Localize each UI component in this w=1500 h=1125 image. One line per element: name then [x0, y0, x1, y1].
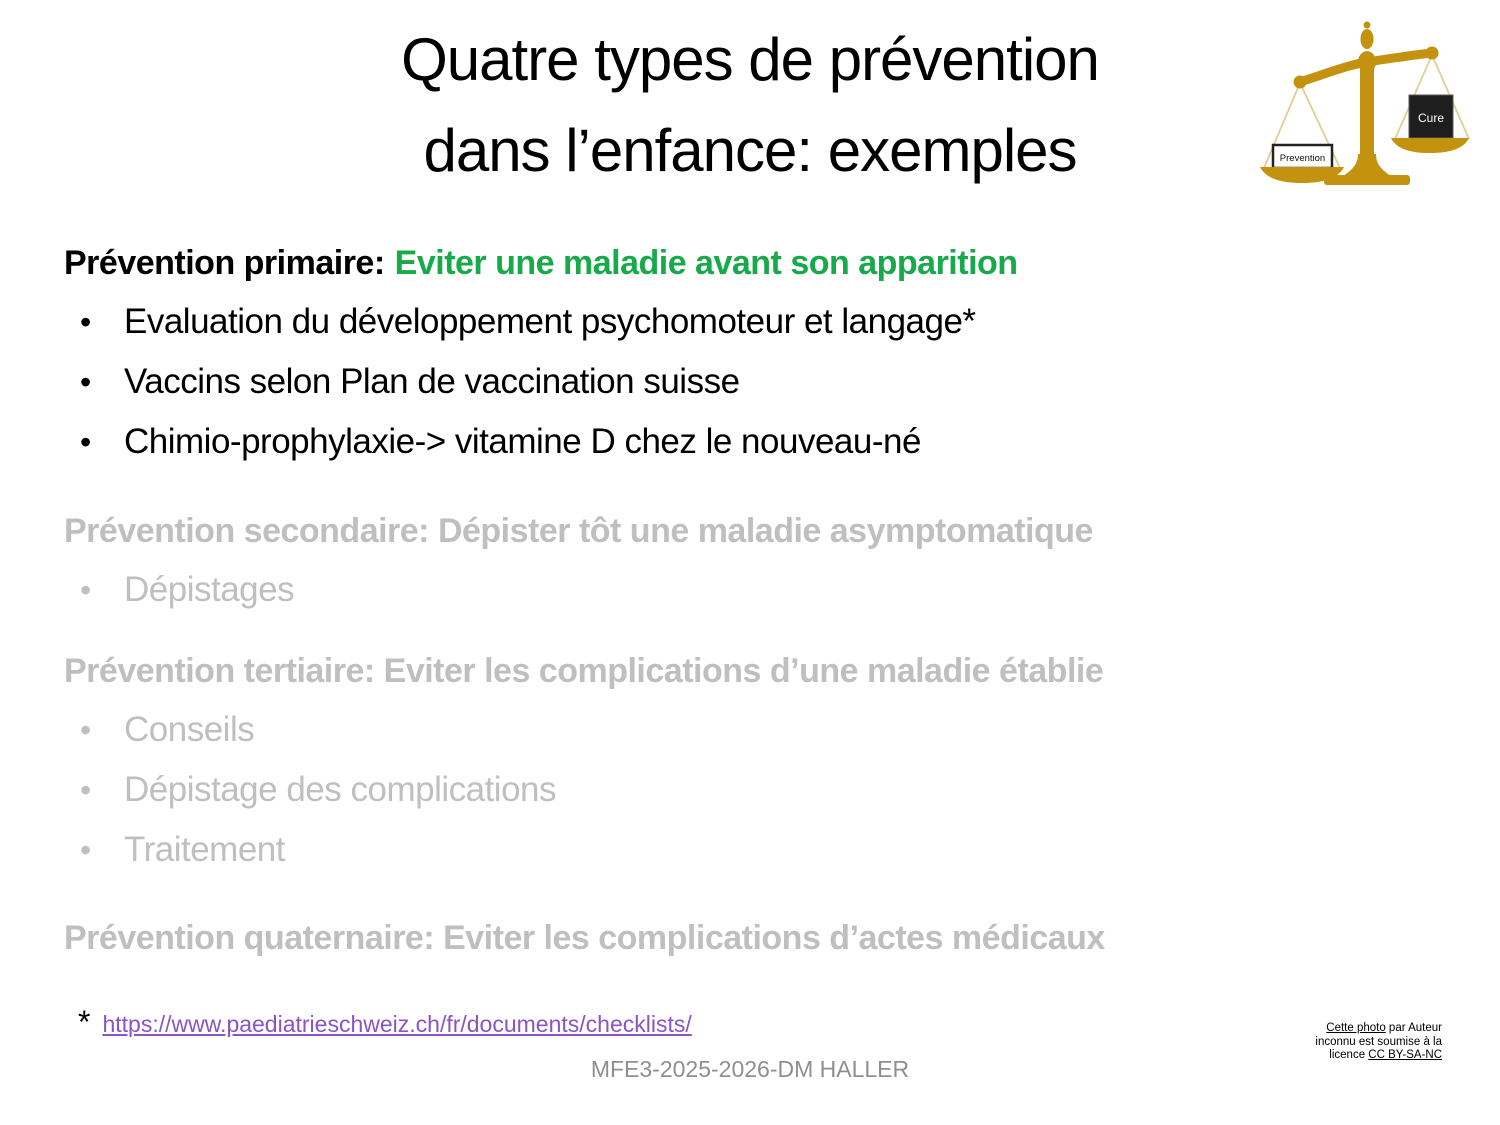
footnote-asterisk: *	[78, 1004, 91, 1040]
footnote	[78, 1004, 692, 1044]
bullet-item: • Chimio-prophylaxie-> vitamine D chez le nouveau-né	[64, 412, 1490, 472]
section-tertiary-bullets	[64, 700, 1490, 880]
section-prevention-primaire	[64, 240, 1490, 472]
slide-footer: MFE3-2025-2026-DM HALLER	[590, 1056, 910, 1082]
bullet-item: • Vaccins selon Plan de vaccination suisse	[64, 352, 1490, 412]
bullet-item: • Evaluation du développement psychomoteur et langage*	[64, 292, 1490, 352]
section-secondary-bullets	[64, 560, 1490, 620]
prevention-weight-label: Prevention	[1279, 153, 1326, 164]
attribution-text: par Auteur inconnu est soumise à la licence	[1315, 1022, 1442, 1061]
checklists-link[interactable]: https://www.paediatrieschweiz.ch/fr/documents/checklists/	[102, 1011, 692, 1037]
section-tertiary-heading: Prévention tertiaire: Eviter les complications d’une maladie établie	[64, 652, 1104, 690]
bullet-item: • Traitement	[64, 820, 1490, 880]
section-secondary-heading: Prévention secondaire: Dépister tôt une maladie asymptomatique	[64, 512, 1093, 550]
bullet-item: • Dépistages	[64, 560, 1490, 620]
cure-weight	[1409, 95, 1453, 138]
balance-scale-icon	[1248, 12, 1480, 200]
photo-attribution	[1302, 1022, 1442, 1063]
section-primary-heading	[64, 240, 1490, 286]
prevention-weight	[1273, 145, 1332, 168]
section-primary-heading-highlight: Eviter une maladie avant son apparition	[394, 244, 1018, 282]
section-prevention-secondaire	[64, 508, 1490, 620]
section-prevention-tertiaire	[64, 648, 1490, 880]
section-primary-bullets	[64, 292, 1490, 472]
section-quaternary-heading: Prévention quaternaire: Eviter les complications d’actes médicaux	[64, 919, 1105, 957]
bullet-item: • Dépistage des complications	[64, 760, 1490, 820]
balance-scale-graphic	[1248, 12, 1480, 200]
attribution-photo-link[interactable]: Cette photo	[1326, 1022, 1386, 1034]
bullet-item: • Conseils	[64, 700, 1490, 760]
cure-weight-label: Cure	[1417, 111, 1445, 125]
title-line-2: dans l’enfance: exemples	[423, 117, 1077, 184]
title-line-1: Quatre types de prévention	[401, 26, 1099, 93]
attribution-license-link[interactable]: CC BY-SA-NC	[1368, 1049, 1442, 1061]
section-primary-heading-prefix: Prévention primaire:	[64, 244, 385, 282]
section-prevention-quaternaire	[64, 915, 1490, 961]
